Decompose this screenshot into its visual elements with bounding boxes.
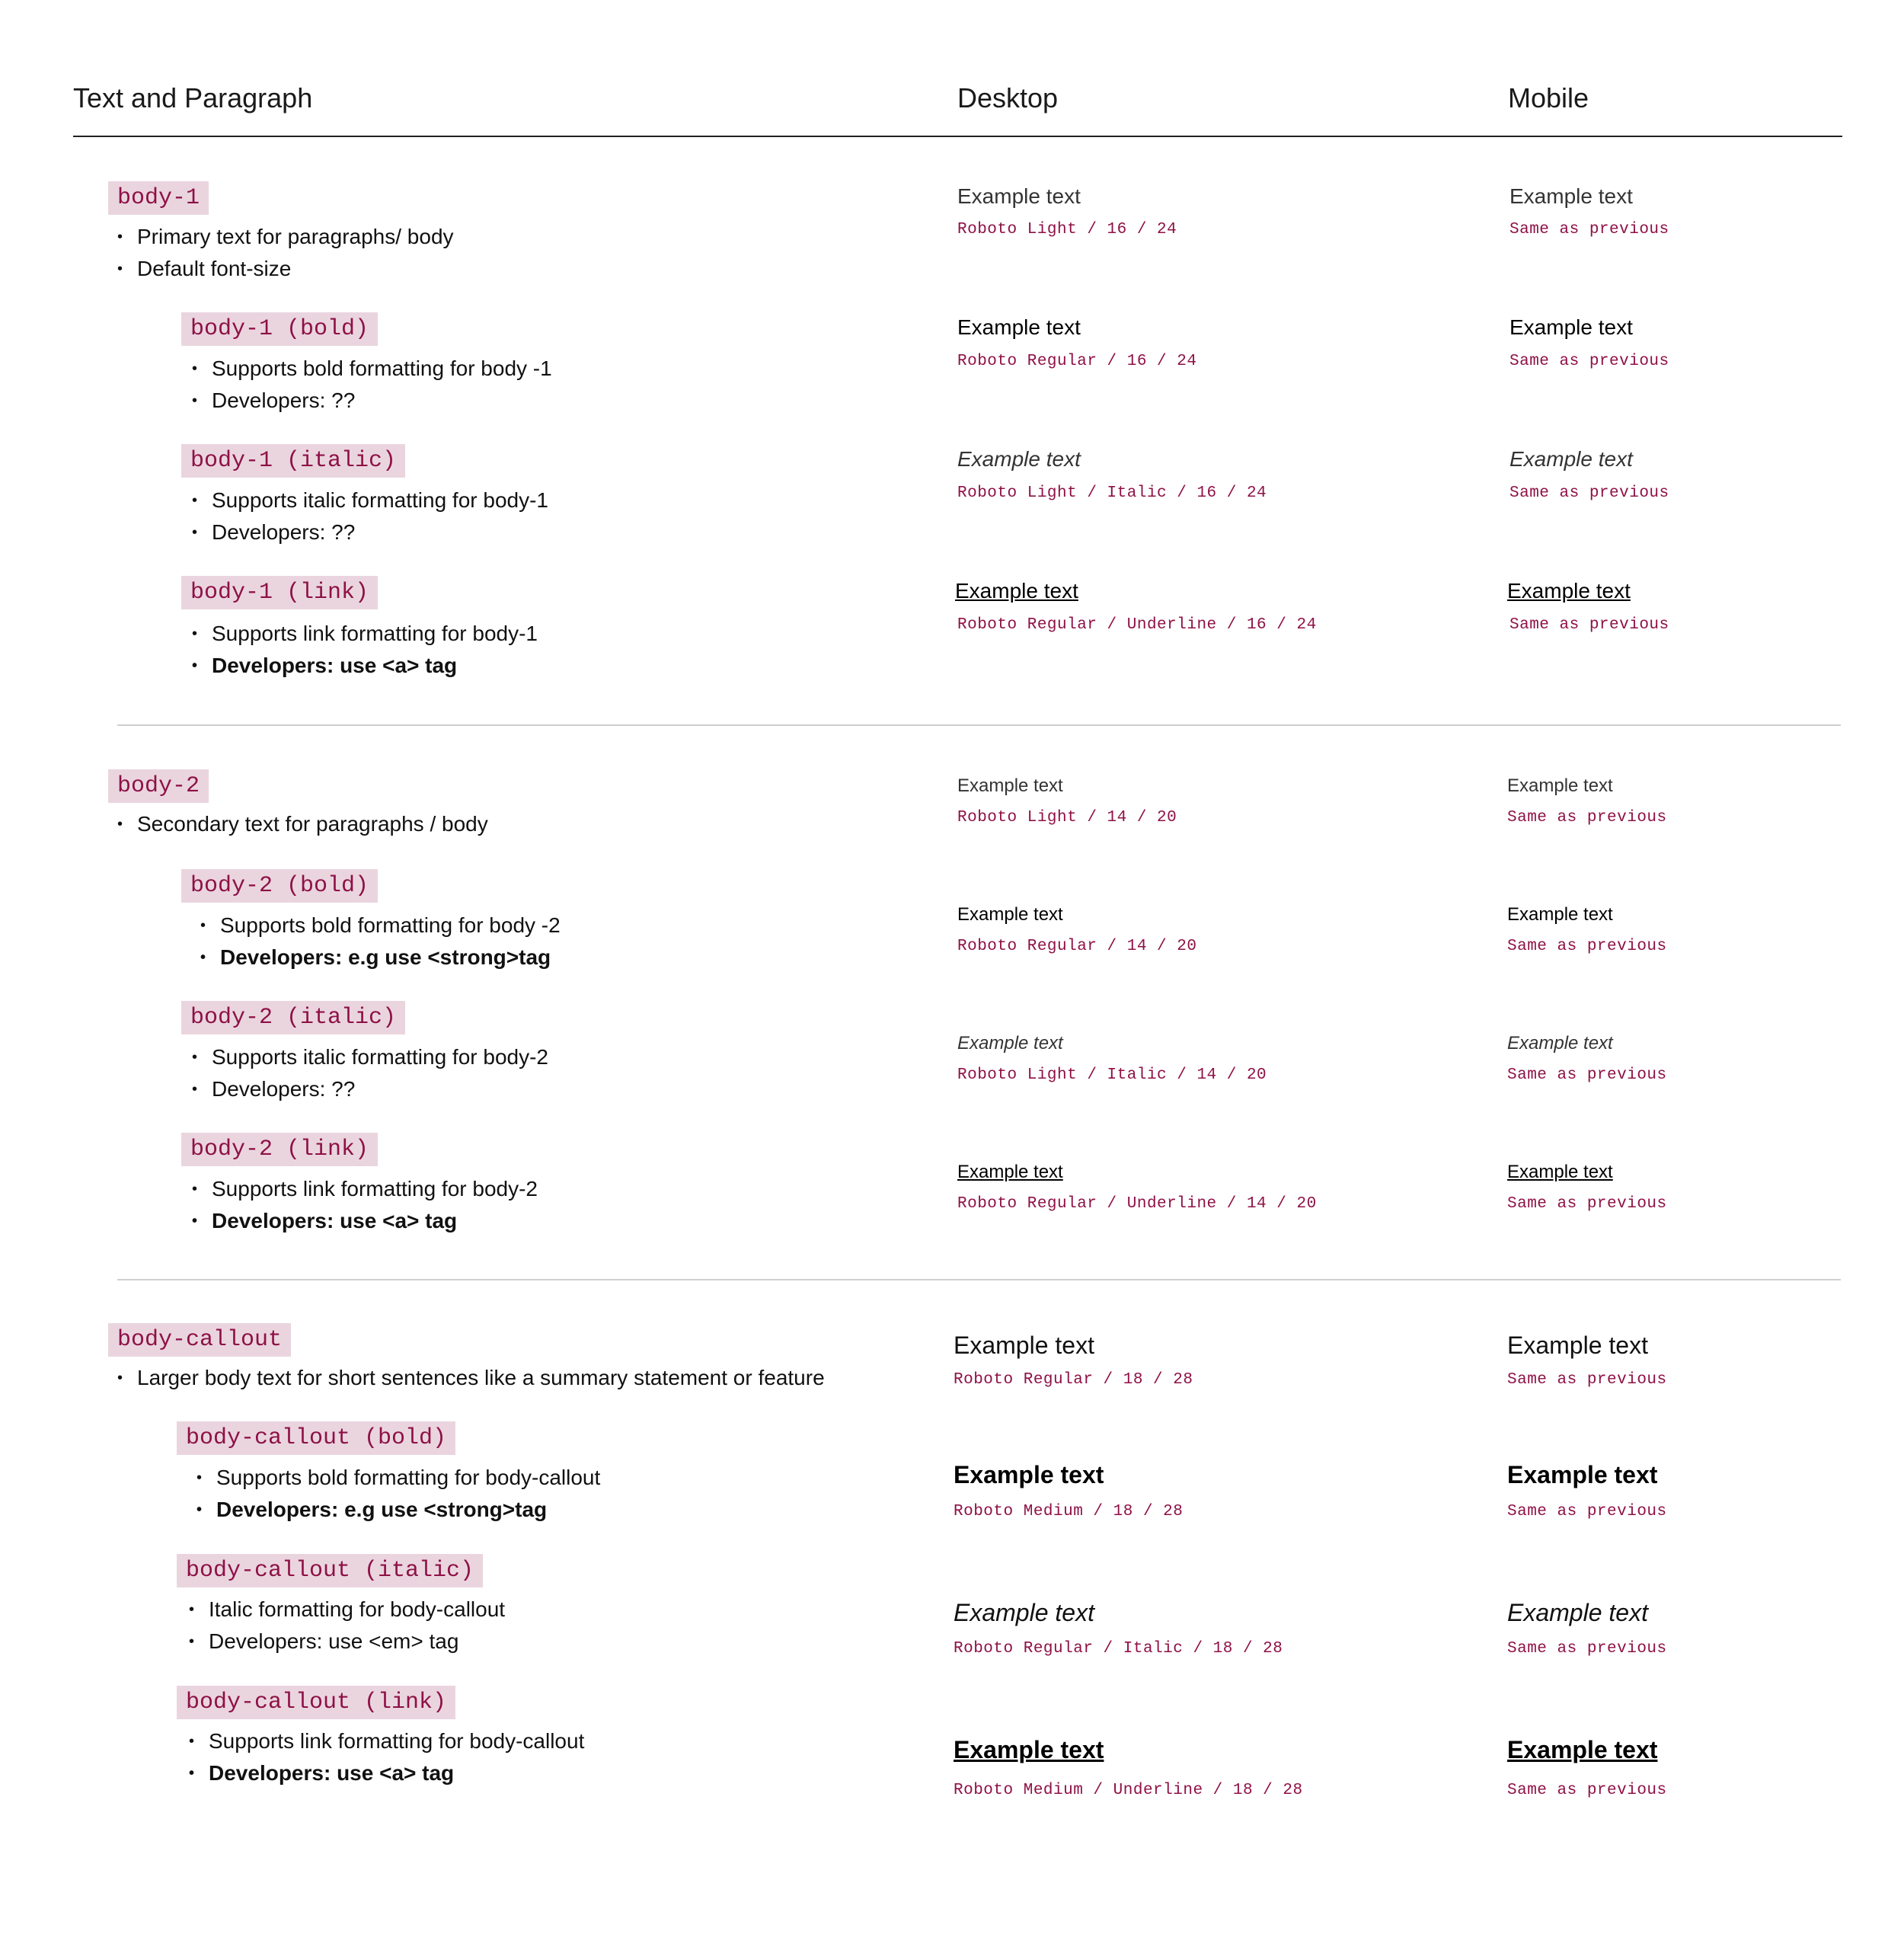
style-tag: body-1 (italic) — [181, 444, 405, 478]
column-header-text-and-paragraph: Text and Paragraph — [73, 82, 313, 113]
style-tag: body-2 — [108, 769, 209, 803]
description-list — [200, 910, 561, 973]
section-divider — [117, 724, 1841, 726]
description-list — [117, 1362, 825, 1394]
description-list — [196, 1462, 600, 1526]
mobile-example-link[interactable]: Example text — [1507, 1162, 1613, 1182]
desktop-example: Example text — [957, 447, 1081, 471]
desktop-spec: Roboto Regular / Italic / 18 / 28 — [954, 1640, 1283, 1658]
description-item: • Supports link formatting for body-2 — [192, 1173, 538, 1205]
description-item: • Supports bold formatting for body -2 — [200, 910, 561, 942]
description-item: • Developers: ?? — [192, 516, 548, 548]
desktop-example: Example text — [957, 315, 1081, 339]
mobile-example: Example text — [1509, 447, 1633, 471]
description-item: • Developers: use <a> tag — [192, 650, 538, 682]
description-list — [117, 221, 454, 285]
description-item: • Developers: e.g use <strong>tag — [196, 1494, 600, 1526]
mobile-spec: Same as previous — [1507, 1503, 1667, 1520]
desktop-spec: Roboto Medium / Underline / 18 / 28 — [954, 1782, 1303, 1799]
mobile-spec: Same as previous — [1509, 221, 1669, 238]
mobile-spec: Same as previous — [1507, 1371, 1667, 1389]
desktop-example: Example text — [957, 775, 1063, 796]
description-item: • Supports italic formatting for body-1 — [192, 484, 548, 516]
description-item: • Developers: use <a> tag — [189, 1757, 584, 1789]
desktop-example-link[interactable]: Example text — [954, 1736, 1104, 1763]
description-item: • Supports link formatting for body-callout — [189, 1725, 584, 1757]
desktop-spec: Roboto Light / 16 / 24 — [957, 221, 1177, 238]
style-tag: body-2 (italic) — [181, 1001, 405, 1034]
mobile-example: Example text — [1507, 1332, 1648, 1359]
description-list — [117, 808, 488, 840]
desktop-spec: Roboto Regular / Underline / 14 / 20 — [957, 1195, 1317, 1213]
desktop-example: Example text — [957, 184, 1081, 208]
mobile-example: Example text — [1507, 904, 1613, 925]
mobile-example: Example text — [1507, 775, 1613, 796]
mobile-example: Example text — [1507, 1033, 1613, 1053]
description-item: • Developers: use <a> tag — [192, 1205, 538, 1237]
style-tag: body-2 (bold) — [181, 869, 378, 903]
style-tag: body-2 (link) — [181, 1133, 378, 1166]
desktop-spec: Roboto Regular / Underline / 16 / 24 — [957, 616, 1317, 634]
column-header-mobile: Mobile — [1508, 82, 1589, 113]
mobile-example-link[interactable]: Example text — [1507, 1736, 1658, 1763]
mobile-example: Example text — [1507, 1599, 1648, 1626]
column-header-desktop: Desktop — [957, 82, 1059, 113]
mobile-example: Example text — [1509, 315, 1633, 339]
description-list — [192, 1041, 548, 1105]
desktop-spec: Roboto Regular / 14 / 20 — [957, 938, 1197, 955]
desktop-spec: Roboto Regular / 16 / 24 — [957, 353, 1197, 370]
mobile-spec: Same as previous — [1509, 616, 1669, 634]
desktop-spec: Roboto Light / Italic / 16 / 24 — [957, 484, 1267, 502]
mobile-spec: Same as previous — [1507, 938, 1667, 955]
style-tag: body-callout (link) — [177, 1686, 455, 1719]
description-list — [192, 484, 548, 548]
description-item: • Developers: e.g use <strong>tag — [200, 942, 561, 973]
desktop-spec: Roboto Regular / 18 / 28 — [954, 1371, 1193, 1389]
style-tag: body-1 (bold) — [181, 312, 378, 346]
style-tag: body-1 (link) — [181, 576, 378, 609]
mobile-example-link[interactable]: Example text — [1507, 579, 1631, 603]
desktop-example: Example text — [954, 1461, 1104, 1488]
description-item: • Developers: ?? — [192, 1073, 548, 1105]
style-tag: body-1 — [108, 181, 209, 215]
desktop-example: Example text — [954, 1332, 1094, 1359]
description-list — [192, 353, 552, 417]
mobile-example: Example text — [1509, 184, 1633, 208]
mobile-spec: Same as previous — [1509, 484, 1669, 502]
description-item: • Supports bold formatting for body -1 — [192, 353, 552, 385]
description-item: • Primary text for paragraphs/ body — [117, 221, 454, 253]
style-tag: body-callout (bold) — [177, 1421, 455, 1455]
style-tag: body-callout (italic) — [177, 1554, 483, 1587]
description-list — [189, 1725, 584, 1789]
desktop-example-link[interactable]: Example text — [955, 579, 1078, 603]
desktop-example: Example text — [957, 904, 1063, 925]
description-list — [192, 1173, 538, 1237]
description-item: • Italic formatting for body-callout — [189, 1594, 505, 1626]
style-tag: body-callout — [108, 1323, 291, 1357]
description-item: • Supports link formatting for body-1 — [192, 618, 538, 650]
description-item: • Developers: use <em> tag — [189, 1626, 505, 1658]
mobile-spec: Same as previous — [1509, 353, 1669, 370]
description-item: • Secondary text for paragraphs / body — [117, 808, 488, 840]
mobile-spec: Same as previous — [1507, 1782, 1667, 1799]
description-item: • Developers: ?? — [192, 385, 552, 417]
mobile-example: Example text — [1507, 1461, 1658, 1488]
mobile-spec: Same as previous — [1507, 1066, 1667, 1084]
description-list — [192, 618, 538, 682]
description-item: • Supports bold formatting for body-callout — [196, 1462, 600, 1494]
description-item: • Larger body text for short sentences like a summary statement or feature — [117, 1362, 825, 1394]
description-item: • Supports italic formatting for body-2 — [192, 1041, 548, 1073]
desktop-spec: Roboto Light / Italic / 14 / 20 — [957, 1066, 1267, 1084]
description-list — [189, 1594, 505, 1658]
header-divider — [73, 136, 1842, 137]
desktop-example-link[interactable]: Example text — [957, 1162, 1063, 1182]
mobile-spec: Same as previous — [1507, 1640, 1667, 1658]
desktop-example: Example text — [957, 1033, 1063, 1053]
section-divider — [117, 1279, 1841, 1280]
mobile-spec: Same as previous — [1507, 809, 1667, 826]
desktop-spec: Roboto Light / 14 / 20 — [957, 809, 1177, 826]
mobile-spec: Same as previous — [1507, 1195, 1667, 1213]
description-item: • Default font-size — [117, 253, 454, 285]
desktop-spec: Roboto Medium / 18 / 28 — [954, 1503, 1184, 1520]
desktop-example: Example text — [954, 1599, 1094, 1626]
